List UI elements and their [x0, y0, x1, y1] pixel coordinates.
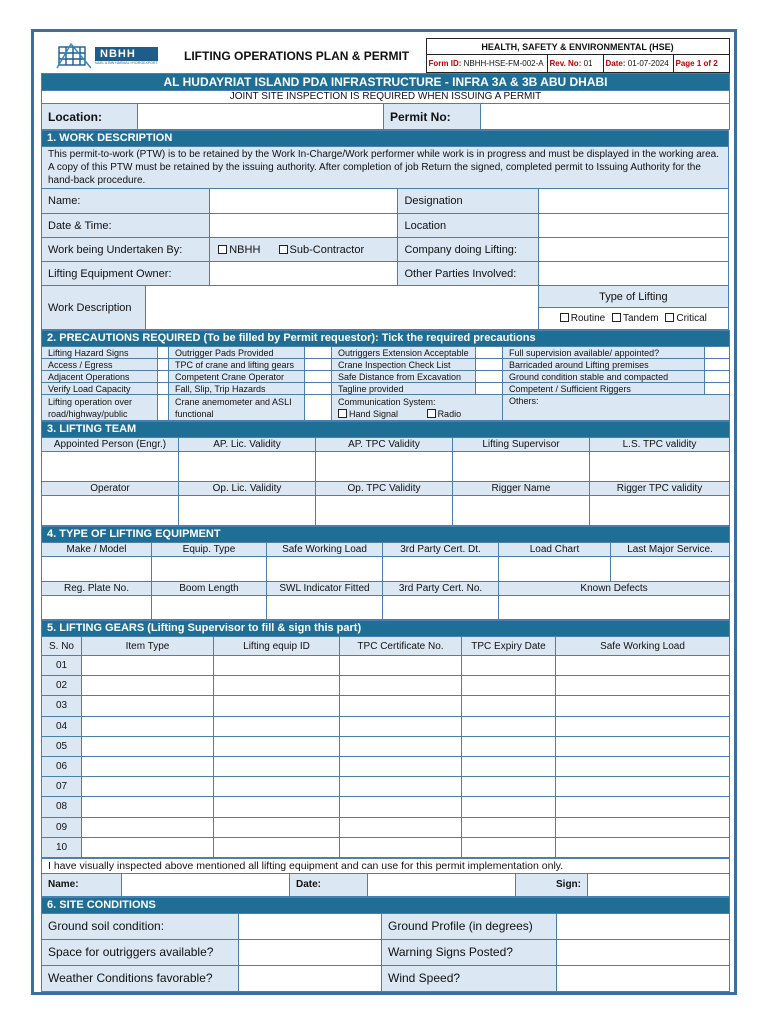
rigger-tpc-validity-header: Rigger TPC validity [590, 482, 730, 496]
gear-tpc-cert-cell[interactable] [340, 756, 462, 776]
routine-option: Routine [570, 313, 606, 324]
tandem-option: Tandem [622, 313, 659, 324]
gear-sno: 05 [42, 736, 82, 756]
lifting-equip-id-header: Lifting equip ID [214, 637, 340, 656]
other-parties-label: Other Parties Involved: [398, 262, 538, 286]
precaution-checkbox[interactable] [705, 371, 730, 383]
appointed-person-field[interactable] [42, 452, 179, 482]
undertaken-by-label: Work being Undertaken By: [42, 238, 210, 262]
table-row [42, 716, 730, 736]
date-time-field[interactable] [210, 214, 398, 238]
work-description-field[interactable] [146, 286, 539, 330]
lifting-supervisor-header: Lifting Supervisor [453, 438, 590, 452]
equip-type-field[interactable] [152, 557, 267, 582]
signoff-date-label: Date: [290, 873, 368, 896]
gear-tpc-cert-cell[interactable] [340, 777, 462, 797]
table-row [42, 676, 730, 696]
gear-sno: 09 [42, 817, 82, 837]
logo-subtitle: NAEL & BIN HARMAL HYDROEXPORT [95, 60, 158, 65]
make-model-field[interactable] [42, 557, 152, 582]
sno-header: S. No [42, 637, 82, 656]
table-row [42, 696, 730, 716]
lifting-equipment-section [41, 526, 730, 620]
gear-equip-id-cell[interactable] [214, 797, 340, 817]
gear-swl-cell[interactable] [556, 797, 730, 817]
equip-type-header: Equip. Type [152, 543, 267, 557]
rev-no: 01 [583, 59, 593, 68]
communication-system [332, 395, 503, 421]
gear-tpc-cert-cell[interactable] [340, 817, 462, 837]
table-row [42, 656, 730, 676]
gear-swl-cell[interactable] [556, 696, 730, 716]
permit-no-field[interactable] [481, 104, 730, 130]
gear-sno: 10 [42, 837, 82, 857]
precaution-item: Lifting Hazard Signs [42, 347, 158, 359]
rigger-tpc-validity-field[interactable] [590, 496, 730, 526]
gear-swl-cell[interactable] [556, 817, 730, 837]
gear-swl-cell[interactable] [556, 656, 730, 676]
gear-tpc-expiry-cell[interactable] [462, 756, 556, 776]
weather-field[interactable] [239, 965, 382, 991]
precaution-checkbox[interactable] [476, 359, 503, 371]
other-parties-field[interactable] [538, 262, 728, 286]
precaution-checkbox[interactable] [476, 383, 503, 395]
reg-plate-field[interactable] [42, 596, 152, 620]
op-lic-validity-field[interactable] [179, 496, 316, 526]
lifting-gears-heading: 5. LIFTING GEARS (Lifting Supervisor to fill & sign this part) [42, 621, 730, 637]
outrigger-space-label: Space for outriggers available? [42, 939, 239, 965]
date-label: Date: [605, 59, 626, 68]
weather-label: Weather Conditions favorable? [42, 965, 239, 991]
lifting-supervisor-field[interactable] [453, 452, 590, 482]
joint-inspection-note: JOINT SITE INSPECTION IS REQUIRED WHEN ISSUING A PERMIT [42, 91, 730, 104]
wind-speed-label: Wind Speed? [382, 965, 557, 991]
gear-tpc-expiry-cell[interactable] [462, 656, 556, 676]
gear-swl-cell[interactable] [556, 716, 730, 736]
form-title: LIFTING OPERATIONS PLAN & PERMIT [184, 48, 410, 63]
gear-tpc-expiry-cell[interactable] [462, 797, 556, 817]
equipment-owner-field[interactable] [210, 262, 398, 286]
work-description-label: Work Description [42, 286, 146, 330]
operator-field[interactable] [42, 496, 179, 526]
precautions-heading: 2. PRECAUTIONS REQUIRED (To be filled by Permit requestor): Tick the required precautions [42, 331, 730, 347]
precaution-item: Adjacent Operations [42, 371, 158, 383]
warning-signs-label: Warning Signs Posted? [382, 939, 557, 965]
date-time-label: Date & Time: [42, 214, 210, 238]
load-chart-header: Load Chart [499, 543, 611, 557]
nbhh-checkbox[interactable] [218, 245, 227, 254]
gear-item-type-cell[interactable] [82, 736, 214, 756]
swl-indicator-field[interactable] [267, 596, 383, 620]
precaution-others: Others: [503, 395, 730, 421]
gear-swl-cell[interactable] [556, 777, 730, 797]
name-field[interactable] [210, 189, 398, 214]
logo [41, 39, 176, 73]
gear-swl-cell[interactable] [556, 837, 730, 857]
form-id-label: Form ID: [428, 59, 462, 68]
gear-sno: 01 [42, 656, 82, 676]
precaution-checkbox[interactable] [305, 371, 332, 383]
precaution-checkbox[interactable] [705, 359, 730, 371]
gear-swl-cell[interactable] [556, 756, 730, 776]
critical-option: Critical [676, 313, 707, 324]
gear-signoff [41, 858, 730, 897]
ls-tpc-validity-header: L.S. TPC validity [590, 438, 730, 452]
ground-soil-field[interactable] [239, 913, 382, 939]
precaution-checkbox[interactable] [158, 347, 169, 359]
op-lic-validity-header: Op. Lic. Validity [179, 482, 316, 496]
precaution-item: Ground condition stable and compacted [503, 371, 705, 383]
precaution-item: Competent Crane Operator [169, 371, 305, 383]
precaution-checkbox[interactable] [705, 383, 730, 395]
gear-sno: 07 [42, 777, 82, 797]
boom-length-header: Boom Length [152, 582, 267, 596]
warning-signs-field[interactable] [557, 939, 730, 965]
date-value: 01-07-2024 [627, 59, 669, 68]
project-section [41, 73, 730, 130]
gear-swl-cell[interactable] [556, 676, 730, 696]
gear-tpc-cert-cell[interactable] [340, 656, 462, 676]
ap-tpc-validity-field[interactable] [316, 452, 453, 482]
op-tpc-validity-header: Op. TPC Validity [316, 482, 453, 496]
gear-item-type-cell[interactable] [82, 676, 214, 696]
table-row [42, 777, 730, 797]
precaution-item: Crane Inspection Check List [332, 359, 476, 371]
swl-indicator-header: SWL Indicator Fitted [267, 582, 383, 596]
location-label: Location: [42, 104, 138, 130]
ap-lic-validity-field[interactable] [179, 452, 316, 482]
hand-signal-option: Hand Signal [349, 408, 399, 419]
project-title: AL HUDAYRIAT ISLAND PDA INFRASTRUCTURE - INFRA 3A & 3B ABU DHABI [42, 74, 730, 91]
signoff-sign-field[interactable] [588, 873, 730, 896]
table-row [42, 817, 730, 837]
ap-tpc-validity-header: AP. TPC Validity [316, 438, 453, 452]
sub-contractor-checkbox[interactable] [279, 245, 288, 254]
company-lifting-label: Company doing Lifting: [398, 238, 538, 262]
precaution-checkbox[interactable] [305, 395, 332, 421]
gear-equip-id-cell[interactable] [214, 817, 340, 837]
signoff-name-label: Name: [42, 873, 122, 896]
site-conditions-section [41, 897, 730, 992]
signoff-date-field[interactable] [368, 873, 516, 896]
gear-sno: 03 [42, 696, 82, 716]
page-number: Page 1 of 2 [673, 55, 729, 73]
precaution-checkbox[interactable] [158, 371, 169, 383]
precaution-item-road: Lifting operation over road/highway/public [42, 395, 158, 421]
name-label: Name: [42, 189, 210, 214]
lifting-team-heading: 3. LIFTING TEAM [42, 422, 730, 438]
outrigger-space-field[interactable] [239, 939, 382, 965]
work-location-field[interactable] [538, 214, 728, 238]
logo-grid-icon [55, 42, 93, 70]
gear-tpc-expiry-cell[interactable] [462, 676, 556, 696]
known-defects-header: Known Defects [499, 582, 730, 596]
gear-tpc-cert-cell[interactable] [340, 837, 462, 857]
known-defects-field[interactable] [499, 596, 730, 620]
undertaken-by-options [210, 238, 398, 262]
rigger-name-field[interactable] [453, 496, 590, 526]
ptw-instructions: This permit-to-work (PTW) is to be retained by the Work In-Charge/Work performer while work is in progress and must be displayed in the working area. A copy of this PTW must be retained by the issuing authority. After completion of job Return the signed, completed permit to Issuing Authority for the hand-back procedure. [42, 147, 729, 189]
form-header [41, 38, 730, 73]
critical-checkbox[interactable] [665, 313, 674, 322]
precaution-item: Barricaded around Lifting premises [503, 359, 705, 371]
precaution-checkbox[interactable] [476, 347, 503, 359]
gear-rows [42, 656, 730, 858]
precautions-section [41, 330, 730, 421]
gear-equip-id-cell[interactable] [214, 837, 340, 857]
gear-tpc-cert-cell[interactable] [340, 716, 462, 736]
company-lifting-field[interactable] [538, 238, 728, 262]
type-of-lifting-options [538, 308, 728, 330]
hand-signal-checkbox[interactable] [338, 409, 347, 418]
form-body [41, 38, 729, 992]
precaution-checkbox[interactable] [158, 383, 169, 395]
form-id-cell [426, 55, 547, 73]
designation-field[interactable] [538, 189, 728, 214]
precaution-checkbox[interactable] [158, 395, 169, 421]
table-row [42, 797, 730, 817]
gear-tpc-expiry-cell[interactable] [462, 716, 556, 736]
gear-tpc-cert-cell[interactable] [340, 797, 462, 817]
precaution-item: Access / Egress [42, 359, 158, 371]
permit-no-label: Permit No: [384, 104, 481, 130]
gear-tpc-cert-cell[interactable] [340, 676, 462, 696]
precaution-item: Tagline provided [332, 383, 476, 395]
gear-sno: 04 [42, 716, 82, 736]
site-conditions-heading: 6. SITE CONDITIONS [42, 897, 730, 913]
last-major-service-header: Last Major Service. [611, 543, 730, 557]
gear-equip-id-cell[interactable] [214, 756, 340, 776]
appointed-person-header: Appointed Person (Engr.) [42, 438, 179, 452]
op-tpc-validity-field[interactable] [316, 496, 453, 526]
precaution-item: Outriggers Extension Acceptable [332, 347, 476, 359]
ground-profile-field[interactable] [557, 913, 730, 939]
make-model-header: Make / Model [42, 543, 152, 557]
gear-item-type-cell[interactable] [82, 716, 214, 736]
rev-label: Rev. No: [549, 59, 582, 68]
tandem-checkbox[interactable] [612, 313, 621, 322]
gear-item-type-cell[interactable] [82, 696, 214, 716]
table-row [42, 756, 730, 776]
date-cell [603, 55, 673, 73]
gear-item-type-cell[interactable] [82, 656, 214, 676]
gear-item-type-cell[interactable] [82, 837, 214, 857]
gear-tpc-expiry-cell[interactable] [462, 777, 556, 797]
logo-text: NBHH [95, 47, 158, 61]
precaution-checkbox[interactable] [305, 347, 332, 359]
work-description-heading: 1. WORK DESCRIPTION [42, 131, 729, 147]
precaution-checkbox[interactable] [158, 359, 169, 371]
gear-equip-id-cell[interactable] [214, 656, 340, 676]
precaution-checkbox[interactable] [705, 347, 730, 359]
equipment-owner-label: Lifting Equipment Owner: [42, 262, 210, 286]
precaution-item: Verify Load Capacity [42, 383, 158, 395]
gear-tpc-expiry-cell[interactable] [462, 837, 556, 857]
operator-header: Operator [42, 482, 179, 496]
ground-soil-label: Ground soil condition: [42, 913, 239, 939]
load-chart-field[interactable] [499, 557, 611, 582]
gear-tpc-expiry-cell[interactable] [462, 736, 556, 756]
table-row [42, 736, 730, 756]
sub-contractor-option: Sub-Contractor [289, 243, 365, 256]
third-party-cert-date-field[interactable] [383, 557, 499, 582]
precaution-item: Outrigger Pads Provided [169, 347, 305, 359]
ls-tpc-validity-field[interactable] [590, 452, 730, 482]
gear-equip-id-cell[interactable] [214, 676, 340, 696]
third-party-cert-no-header: 3rd Party Cert. No. [383, 582, 499, 596]
gear-item-type-cell[interactable] [82, 817, 214, 837]
communication-label: Communication System: [338, 396, 436, 407]
third-party-cert-no-field[interactable] [383, 596, 499, 620]
location-field[interactable] [138, 104, 384, 130]
gear-tpc-cert-cell[interactable] [340, 696, 462, 716]
radio-checkbox[interactable] [427, 409, 436, 418]
signoff-name-field[interactable] [122, 873, 290, 896]
signoff-sign-label: Sign: [516, 873, 588, 896]
precaution-checkbox[interactable] [476, 371, 503, 383]
gear-swl-header: Safe Working Load [556, 637, 730, 656]
last-major-service-field[interactable] [611, 557, 730, 582]
precaution-rows [42, 347, 730, 421]
reg-plate-header: Reg. Plate No. [42, 582, 152, 596]
gear-equip-id-cell[interactable] [214, 736, 340, 756]
gear-item-type-cell[interactable] [82, 797, 214, 817]
precaution-item: Safe Distance from Excavation [332, 371, 476, 383]
third-party-cert-date-header: 3rd Party Cert. Dt. [383, 543, 499, 557]
safe-working-load-header: Safe Working Load [267, 543, 383, 557]
precaution-checkbox[interactable] [305, 359, 332, 371]
precaution-checkbox[interactable] [305, 383, 332, 395]
gear-equip-id-cell[interactable] [214, 716, 340, 736]
hse-department: HEALTH, SAFETY & ENVIRONMENTAL (HSE) [426, 39, 729, 55]
designation-label: Designation [398, 189, 538, 214]
ground-profile-label: Ground Profile (in degrees) [382, 913, 557, 939]
precaution-item: TPC of crane and lifting gears [169, 359, 305, 371]
safe-working-load-field[interactable] [267, 557, 383, 582]
gear-swl-cell[interactable] [556, 736, 730, 756]
lifting-equipment-heading: 4. TYPE OF LIFTING EQUIPMENT [42, 527, 730, 543]
precaution-item: Fall, Slip, Trip Hazards [169, 383, 305, 395]
gear-sno: 08 [42, 797, 82, 817]
gear-tpc-expiry-cell[interactable] [462, 817, 556, 837]
lifting-team-section [41, 421, 730, 526]
precaution-item: Full supervision available/ appointed? [503, 347, 705, 359]
form-id: NBHH-HSE-FM-002-A [463, 59, 544, 68]
type-of-lifting-label: Type of Lifting [538, 286, 728, 308]
wind-speed-field[interactable] [557, 965, 730, 991]
item-type-header: Item Type [82, 637, 214, 656]
precaution-item-anemometer: Crane anemometer and ASLI functional [169, 395, 305, 421]
tpc-certificate-header: TPC Certificate No. [340, 637, 462, 656]
lifting-gears-section [41, 620, 730, 858]
gear-item-type-cell[interactable] [82, 756, 214, 776]
gear-sno: 02 [42, 676, 82, 696]
gear-tpc-cert-cell[interactable] [340, 736, 462, 756]
precaution-item: Competent / Sufficient Riggers [503, 383, 705, 395]
gear-sno: 06 [42, 756, 82, 776]
gear-item-type-cell[interactable] [82, 777, 214, 797]
nbhh-option: NBHH [229, 243, 261, 256]
tpc-expiry-header: TPC Expiry Date [462, 637, 556, 656]
ap-lic-validity-header: AP. Lic. Validity [179, 438, 316, 452]
gear-equip-id-cell[interactable] [214, 696, 340, 716]
radio-option: Radio [437, 408, 462, 419]
permit-form [31, 29, 737, 995]
gear-tpc-expiry-cell[interactable] [462, 696, 556, 716]
routine-checkbox[interactable] [560, 313, 569, 322]
rigger-name-header: Rigger Name [453, 482, 590, 496]
inspection-declaration: I have visually inspected above mentioned all lifting equipment and can use for this permit implementation only. [42, 858, 730, 873]
work-location-label: Location [398, 214, 538, 238]
table-row [42, 837, 730, 857]
rev-cell [547, 55, 603, 73]
work-description-section [41, 130, 729, 330]
gear-equip-id-cell[interactable] [214, 777, 340, 797]
boom-length-field[interactable] [152, 596, 267, 620]
